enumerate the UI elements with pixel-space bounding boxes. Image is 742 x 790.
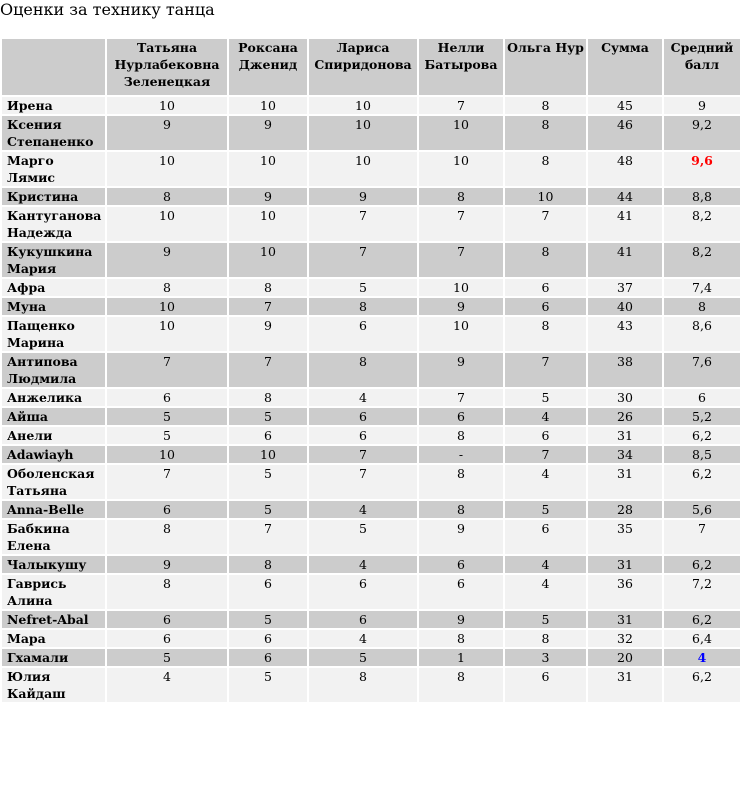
average-cell: 6,2 — [664, 556, 740, 573]
participant-name: Юлия Кайдаш — [2, 668, 105, 702]
sum-cell: 41 — [588, 243, 662, 277]
judge-4-score: 10 — [419, 279, 503, 296]
judge-5-score: 3 — [505, 649, 586, 666]
judge-5-score: 7 — [505, 446, 586, 463]
table-row — [2, 465, 740, 499]
sum-cell: 36 — [588, 575, 662, 609]
judge-1-score: 10 — [107, 446, 227, 463]
judge-1-score: 5 — [107, 649, 227, 666]
participant-name: Пащенко Марина — [2, 317, 105, 351]
judge-4-score: 9 — [419, 298, 503, 315]
judge-2-score: 10 — [229, 207, 307, 241]
participant-name: Бабкина Елена — [2, 520, 105, 554]
average-cell: 7 — [664, 520, 740, 554]
judge-5-score: 7 — [505, 353, 586, 387]
participant-name: Adawiayh — [2, 446, 105, 463]
judge-2-score: 10 — [229, 446, 307, 463]
average-cell: 8,5 — [664, 446, 740, 463]
judge-1-score: 9 — [107, 243, 227, 277]
judge-5-score: 8 — [505, 243, 586, 277]
judge-4-score: 7 — [419, 243, 503, 277]
sum-cell: 31 — [588, 668, 662, 702]
average-cell: 6,2 — [664, 427, 740, 444]
judge-2-score: 5 — [229, 501, 307, 518]
judge-2-score: 7 — [229, 298, 307, 315]
judge-4-score: 1 — [419, 649, 503, 666]
sum-cell: 41 — [588, 207, 662, 241]
judge-5-score: 5 — [505, 611, 586, 628]
judge-1-score: 8 — [107, 279, 227, 296]
judge-3-score: 6 — [309, 575, 417, 609]
judge-5-score: 8 — [505, 630, 586, 647]
sum-cell: 28 — [588, 501, 662, 518]
judge-3-score: 5 — [309, 520, 417, 554]
table-row — [2, 630, 740, 647]
participant-name: Anna-Belle — [2, 501, 105, 518]
judge-2-score: 5 — [229, 668, 307, 702]
judge-3-score: 6 — [309, 408, 417, 425]
judge-1-score: 8 — [107, 188, 227, 205]
sum-cell: 34 — [588, 446, 662, 463]
participant-name: Nefret-Abal — [2, 611, 105, 628]
participant-name: Кукушкина Мария — [2, 243, 105, 277]
sum-cell: 46 — [588, 116, 662, 150]
participant-name: Ирена — [2, 97, 105, 114]
judge-4-score: 9 — [419, 520, 503, 554]
sum-cell: 37 — [588, 279, 662, 296]
average-cell: 6,2 — [664, 668, 740, 702]
judge-2-score: 8 — [229, 279, 307, 296]
table-row — [2, 317, 740, 351]
judge-5-score: 4 — [505, 556, 586, 573]
participant-name: Кристина — [2, 188, 105, 205]
participant-name: Айша — [2, 408, 105, 425]
table-row — [2, 668, 740, 702]
column-header-judge-5: Ольга Нур — [505, 39, 586, 95]
judge-1-score: 10 — [107, 97, 227, 114]
table-row — [2, 427, 740, 444]
judge-1-score: 7 — [107, 353, 227, 387]
judge-3-score: 6 — [309, 427, 417, 444]
average-cell: 5,2 — [664, 408, 740, 425]
table-row — [2, 353, 740, 387]
participant-name: Ксения Степаненко — [2, 116, 105, 150]
table-row — [2, 279, 740, 296]
judge-1-score: 6 — [107, 630, 227, 647]
average-cell: 9,2 — [664, 116, 740, 150]
judge-5-score: 4 — [505, 575, 586, 609]
header-row — [2, 39, 740, 95]
average-cell: 7,6 — [664, 353, 740, 387]
average-cell: 7,2 — [664, 575, 740, 609]
table-row — [2, 408, 740, 425]
average-cell: 6,4 — [664, 630, 740, 647]
header-corner-cell — [2, 39, 105, 95]
judge-5-score: 5 — [505, 501, 586, 518]
judge-1-score: 10 — [107, 317, 227, 351]
judge-1-score: 8 — [107, 520, 227, 554]
judge-5-score: 8 — [505, 116, 586, 150]
judge-4-score: 8 — [419, 188, 503, 205]
table-row — [2, 152, 740, 186]
sum-cell: 31 — [588, 611, 662, 628]
judge-1-score: 5 — [107, 408, 227, 425]
judge-1-score: 9 — [107, 116, 227, 150]
judge-2-score: 6 — [229, 630, 307, 647]
judge-1-score: 5 — [107, 427, 227, 444]
sum-cell: 31 — [588, 427, 662, 444]
average-cell: 6 — [664, 389, 740, 406]
judge-4-score: 7 — [419, 97, 503, 114]
participant-name: Анели — [2, 427, 105, 444]
judge-3-score: 6 — [309, 317, 417, 351]
judge-1-score: 8 — [107, 575, 227, 609]
table-row — [2, 298, 740, 315]
table-row — [2, 611, 740, 628]
judge-4-score: 6 — [419, 575, 503, 609]
judge-5-score: 4 — [505, 465, 586, 499]
judge-5-score: 8 — [505, 97, 586, 114]
participant-name: Оболенская Татьяна — [2, 465, 105, 499]
average-cell: 5,6 — [664, 501, 740, 518]
judge-3-score: 8 — [309, 353, 417, 387]
judge-4-score: 9 — [419, 353, 503, 387]
sum-cell: 30 — [588, 389, 662, 406]
participant-name: Кантуганова Надежда — [2, 207, 105, 241]
column-header-average: Средний балл — [664, 39, 740, 95]
table-row — [2, 243, 740, 277]
judge-4-score: 6 — [419, 408, 503, 425]
judge-3-score: 4 — [309, 556, 417, 573]
judge-3-score: 6 — [309, 611, 417, 628]
column-header-judge-1: Татьяна Нурлабековна Зеленецкая — [107, 39, 227, 95]
participant-name: Гхамали — [2, 649, 105, 666]
sum-cell: 20 — [588, 649, 662, 666]
judge-5-score: 8 — [505, 317, 586, 351]
judge-4-score: - — [419, 446, 503, 463]
judge-1-score: 10 — [107, 298, 227, 315]
average-cell: 9,6 — [664, 152, 740, 186]
judge-4-score: 10 — [419, 317, 503, 351]
judge-4-score: 8 — [419, 630, 503, 647]
judge-3-score: 7 — [309, 243, 417, 277]
judge-3-score: 7 — [309, 465, 417, 499]
judge-2-score: 10 — [229, 243, 307, 277]
judge-3-score: 8 — [309, 298, 417, 315]
judge-4-score: 9 — [419, 611, 503, 628]
judge-3-score: 7 — [309, 446, 417, 463]
judge-5-score: 4 — [505, 408, 586, 425]
table-row — [2, 520, 740, 554]
table-row — [2, 389, 740, 406]
sum-cell: 38 — [588, 353, 662, 387]
table-row — [2, 207, 740, 241]
judge-1-score: 4 — [107, 668, 227, 702]
judge-2-score: 6 — [229, 649, 307, 666]
average-cell: 6,2 — [664, 611, 740, 628]
table-row — [2, 97, 740, 114]
judge-1-score: 7 — [107, 465, 227, 499]
judge-3-score: 7 — [309, 207, 417, 241]
judge-2-score: 7 — [229, 353, 307, 387]
judge-2-score: 8 — [229, 556, 307, 573]
judge-1-score: 6 — [107, 389, 227, 406]
participant-name: Гаврись Алина — [2, 575, 105, 609]
judge-1-score: 6 — [107, 611, 227, 628]
judge-2-score: 9 — [229, 188, 307, 205]
judge-2-score: 10 — [229, 152, 307, 186]
judge-2-score: 9 — [229, 317, 307, 351]
average-cell: 8,8 — [664, 188, 740, 205]
judge-2-score: 7 — [229, 520, 307, 554]
judge-4-score: 10 — [419, 152, 503, 186]
page-title: Оценки за технику танца — [0, 0, 215, 19]
table-row — [2, 446, 740, 463]
participant-name: Анжелика — [2, 389, 105, 406]
sum-cell: 45 — [588, 97, 662, 114]
participant-name: Муна — [2, 298, 105, 315]
average-cell: 4 — [664, 649, 740, 666]
table-row — [2, 501, 740, 518]
judge-3-score: 5 — [309, 649, 417, 666]
average-cell: 8,6 — [664, 317, 740, 351]
sum-cell: 48 — [588, 152, 662, 186]
table-row — [2, 556, 740, 573]
judge-3-score: 4 — [309, 630, 417, 647]
judge-2-score: 5 — [229, 611, 307, 628]
participant-name: Мара — [2, 630, 105, 647]
participant-name: Антипова Людмила — [2, 353, 105, 387]
sum-cell: 43 — [588, 317, 662, 351]
participant-name: Афра — [2, 279, 105, 296]
average-cell: 9 — [664, 97, 740, 114]
judge-5-score: 5 — [505, 389, 586, 406]
sum-cell: 32 — [588, 630, 662, 647]
judge-5-score: 6 — [505, 298, 586, 315]
judge-1-score: 9 — [107, 556, 227, 573]
judge-1-score: 10 — [107, 207, 227, 241]
sum-cell: 31 — [588, 556, 662, 573]
judge-2-score: 8 — [229, 389, 307, 406]
judge-1-score: 6 — [107, 501, 227, 518]
table-row — [2, 575, 740, 609]
judge-4-score: 7 — [419, 389, 503, 406]
judge-5-score: 6 — [505, 427, 586, 444]
average-cell: 8,2 — [664, 243, 740, 277]
judge-2-score: 10 — [229, 97, 307, 114]
judge-4-score: 8 — [419, 668, 503, 702]
judge-4-score: 10 — [419, 116, 503, 150]
judge-4-score: 8 — [419, 501, 503, 518]
judge-3-score: 10 — [309, 116, 417, 150]
table-row — [2, 188, 740, 205]
judge-2-score: 5 — [229, 408, 307, 425]
judge-5-score: 6 — [505, 279, 586, 296]
judge-3-score: 4 — [309, 501, 417, 518]
judge-4-score: 6 — [419, 556, 503, 573]
average-cell: 8,2 — [664, 207, 740, 241]
judge-2-score: 9 — [229, 116, 307, 150]
sum-cell: 26 — [588, 408, 662, 425]
judge-5-score: 6 — [505, 520, 586, 554]
average-cell: 6,2 — [664, 465, 740, 499]
judge-3-score: 9 — [309, 188, 417, 205]
column-header-judge-4: Нелли Батырова — [419, 39, 503, 95]
judge-5-score: 7 — [505, 207, 586, 241]
scores-table — [0, 37, 742, 704]
column-header-judge-3: Лариса Спиридонова — [309, 39, 417, 95]
judge-3-score: 10 — [309, 152, 417, 186]
judge-4-score: 8 — [419, 427, 503, 444]
table-row — [2, 649, 740, 666]
judge-2-score: 5 — [229, 465, 307, 499]
average-cell: 7,4 — [664, 279, 740, 296]
participant-name: Марго Лямис — [2, 152, 105, 186]
judge-5-score: 10 — [505, 188, 586, 205]
judge-3-score: 4 — [309, 389, 417, 406]
sum-cell: 31 — [588, 465, 662, 499]
sum-cell: 44 — [588, 188, 662, 205]
judge-4-score: 8 — [419, 465, 503, 499]
judge-2-score: 6 — [229, 575, 307, 609]
column-header-sum: Сумма — [588, 39, 662, 95]
judge-3-score: 10 — [309, 97, 417, 114]
judge-4-score: 7 — [419, 207, 503, 241]
judge-3-score: 8 — [309, 668, 417, 702]
sum-cell: 40 — [588, 298, 662, 315]
judge-2-score: 6 — [229, 427, 307, 444]
table-row — [2, 116, 740, 150]
judge-3-score: 5 — [309, 279, 417, 296]
sum-cell: 35 — [588, 520, 662, 554]
judge-1-score: 10 — [107, 152, 227, 186]
participant-name: Чалыкушу — [2, 556, 105, 573]
column-header-judge-2: Роксана Дженид — [229, 39, 307, 95]
judge-5-score: 6 — [505, 668, 586, 702]
judge-5-score: 8 — [505, 152, 586, 186]
average-cell: 8 — [664, 298, 740, 315]
